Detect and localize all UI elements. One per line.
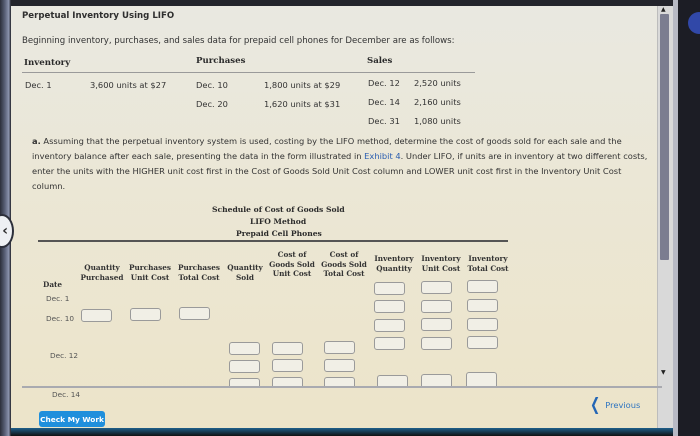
dec14-inv-total-cost-input[interactable] — [466, 372, 497, 386]
inv-qty-input[interactable] — [374, 300, 405, 313]
col-date: Date — [43, 280, 63, 289]
row-date-dec12: Dec. 12 — [50, 351, 79, 360]
purchase-date: Dec. 20 — [196, 99, 228, 109]
page-title: Perpetual Inventory Using LIFO — [22, 11, 175, 21]
col-purch-total-cost: Purchases Total Cost — [178, 263, 220, 282]
exhibit-link[interactable]: Exhibit 4 — [364, 151, 401, 161]
scroll-down-icon[interactable]: ▼ — [661, 369, 666, 376]
col-qty-sold: Quantity Sold — [227, 263, 263, 282]
purchase-detail: 1,620 units at $31 — [264, 99, 341, 109]
col-cogs-total-cost: Cost of Goods Sold Total Cost — [321, 250, 367, 278]
window-frame — [673, 0, 678, 436]
scroll-region-bottom-rule — [22, 386, 662, 388]
col-qty-purchased: Quantity Purchased — [80, 263, 124, 282]
dec10-purch-total-cost-input[interactable] — [179, 307, 210, 320]
col-inv-total-cost: Inventory Total Cost — [467, 254, 509, 273]
inv-total-cost-input[interactable] — [467, 336, 498, 349]
col-inv-unit-cost: Inventory Unit Cost — [421, 254, 461, 273]
inv-total-cost-input[interactable] — [467, 299, 498, 312]
inv-qty-input[interactable] — [374, 337, 405, 350]
inventory-date: Dec. 1 — [25, 80, 52, 90]
sale-detail: 2,160 units — [414, 97, 461, 107]
chevron-left-icon: ‹ — [2, 223, 8, 239]
intro-text: Beginning inventory, purchases, and sales data for prepaid cell phones for December are as follows: — [22, 36, 455, 46]
sale-detail: 1,080 units — [414, 116, 461, 126]
dec14-cogs-unit-cost-input[interactable] — [272, 377, 303, 386]
scrollbar-thumb[interactable] — [660, 14, 669, 260]
bottom-bezel — [11, 428, 673, 436]
inv-total-cost-input[interactable] — [467, 280, 498, 293]
row-date-dec1: Dec. 1 — [46, 294, 70, 303]
sale-date: Dec. 12 — [368, 78, 400, 88]
inv-unit-cost-input[interactable] — [421, 281, 452, 294]
col-cogs-unit-cost: Cost of Goods Sold Unit Cost — [269, 250, 315, 278]
question-label: a. — [32, 136, 41, 146]
sale-detail: 2,520 units — [414, 78, 461, 88]
question-text: a. Assuming that the perpetual inventory system is used, costing by the LIFO method, determine the cost of goods sold for each sale and the inventory balance after each sale, presenting the data in the form illustrated in Exhibit 4. Under LIFO, if units are in inventory at two different costs, enter the units with the HIGHER unit cost first in the Cost of Goods Sold Unit Cost column and LOWER unit cost first in the Inventory Unit Cost column. — [32, 136, 648, 191]
col-inv-qty: Inventory Quantity — [374, 254, 414, 273]
dec14-inv-qty-input[interactable] — [377, 375, 408, 386]
inventory-header: Inventory — [24, 58, 71, 68]
dec10-qty-purchased-input[interactable] — [81, 309, 112, 322]
row-date-dec14: Dec. 14 — [52, 390, 81, 399]
dec14-cogs-total-cost-input[interactable] — [324, 377, 355, 386]
dec14-inv-unit-cost-input[interactable] — [421, 374, 452, 386]
previous-button[interactable] — [588, 395, 640, 415]
schedule-top-rule — [38, 240, 508, 242]
check-my-work-button[interactable]: Check My Work — [39, 411, 105, 427]
dec12-qty-sold-input[interactable] — [229, 342, 260, 355]
dec12-qty-sold-input[interactable] — [229, 360, 260, 373]
sale-date: Dec. 14 — [368, 97, 400, 107]
data-table-rule — [22, 72, 475, 73]
sale-date: Dec. 31 — [368, 116, 400, 126]
inv-unit-cost-input[interactable] — [421, 318, 452, 331]
chevron-left-icon: ❮ — [590, 395, 601, 415]
schedule-subject: Prepaid Cell Phones — [236, 229, 322, 238]
schedule-title: Schedule of Cost of Goods Sold — [212, 205, 345, 214]
sales-header: Sales — [367, 56, 393, 66]
previous-label: Previous — [605, 400, 641, 410]
dec12-cogs-unit-cost-input[interactable] — [272, 359, 303, 372]
col-purch-unit-cost: Purchases Unit Cost — [129, 263, 171, 282]
inv-qty-input[interactable] — [374, 319, 405, 332]
inv-unit-cost-input[interactable] — [421, 300, 452, 313]
dec12-cogs-total-cost-input[interactable] — [324, 359, 355, 372]
inv-total-cost-input[interactable] — [467, 318, 498, 331]
dec12-cogs-total-cost-input[interactable] — [324, 341, 355, 354]
row-date-dec10: Dec. 10 — [46, 314, 75, 323]
inventory-detail: 3,600 units at $27 — [90, 80, 167, 90]
scroll-up-icon[interactable]: ▲ — [661, 6, 666, 13]
dec10-purch-unit-cost-input[interactable] — [130, 308, 161, 321]
inv-unit-cost-input[interactable] — [421, 337, 452, 350]
inv-qty-input[interactable] — [374, 282, 405, 295]
purchase-date: Dec. 10 — [196, 80, 228, 90]
purchases-header: Purchases — [196, 56, 246, 66]
purchase-detail: 1,800 units at $29 — [264, 80, 341, 90]
schedule-method: LIFO Method — [250, 217, 307, 226]
dec12-cogs-unit-cost-input[interactable] — [272, 342, 303, 355]
